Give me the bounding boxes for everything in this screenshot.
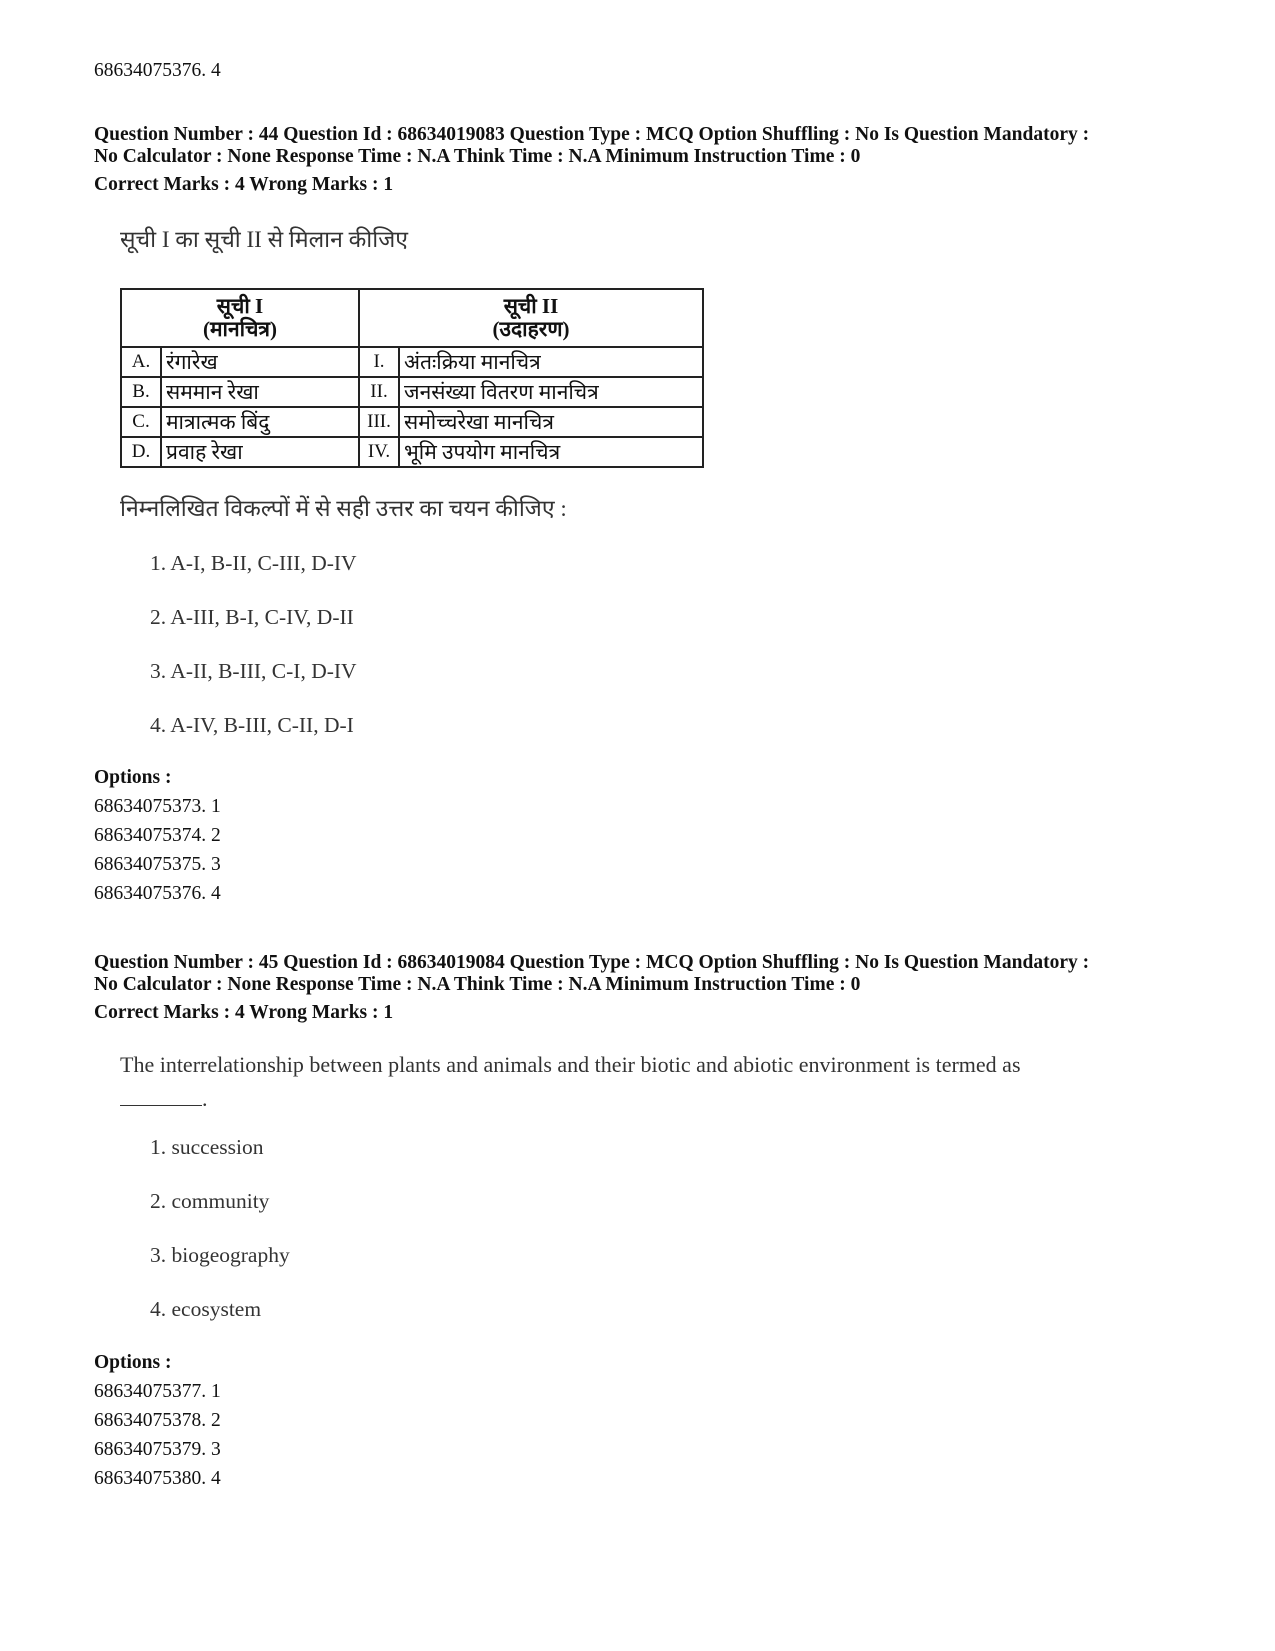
list1-header <box>121 289 359 347</box>
q44-option-4: 68634075376. 4 <box>94 883 221 904</box>
q44-meta-line2: No Calculator : None Response Time : N.A Think Time : N.A Minimum Instruction Time : 0 <box>94 146 861 167</box>
q45-meta-line1: Question Number : 45 Question Id : 68634019084 Question Type : MCQ Option Shuffling : No Is Question Mandatory : <box>94 952 1090 973</box>
list2-item: जनसंख्या वितरण मानचित्र <box>399 377 703 407</box>
q44-prompt: सूची I का सूची II से मिलान कीजिए <box>120 227 409 252</box>
q44-match-table <box>120 288 704 468</box>
q45-option-2: 68634075378. 2 <box>94 1410 221 1431</box>
q44-option-3: 68634075375. 3 <box>94 854 221 875</box>
row-label: D. <box>121 437 161 467</box>
row-label: IV. <box>359 437 399 467</box>
table-row <box>121 407 703 437</box>
q45-choice-3: 3. biogeography <box>150 1243 290 1267</box>
row-label: A. <box>121 347 161 377</box>
q45-option-4: 68634075380. 4 <box>94 1468 221 1489</box>
q45-choice-4: 4. ecosystem <box>150 1297 262 1321</box>
q44-choice-4: 4. A-IV, B-III, C-II, D-I <box>150 713 354 737</box>
list2-item: अंतःक्रिया मानचित्र <box>399 347 703 377</box>
q45-choice-1: 1. succession <box>150 1135 264 1159</box>
q44-choice-1: 1. A-I, B-II, C-III, D-IV <box>150 551 357 575</box>
list1-subtitle: (मानचित्र) <box>202 317 277 341</box>
q44-meta-line1: Question Number : 44 Question Id : 68634019083 Question Type : MCQ Option Shuffling : No Is Question Mandatory : <box>94 124 1090 145</box>
list1-item: प्रवाह रेखा <box>161 437 359 467</box>
table-row <box>121 347 703 377</box>
q44-options-label: Options : <box>94 767 172 788</box>
q45-prompt-text: The interrelationship between plants and animals and their biotic and abiotic environment is termed as <box>120 1052 1021 1077</box>
list2-subtitle: (उदाहरण) <box>492 317 570 341</box>
fill-in-blank <box>120 1083 202 1106</box>
q45-prompt-end: . <box>202 1086 208 1111</box>
q45-meta-line2: No Calculator : None Response Time : N.A Think Time : N.A Minimum Instruction Time : 0 <box>94 974 861 995</box>
list1-item: रंगारेख <box>161 347 359 377</box>
row-label: II. <box>359 377 399 407</box>
q45-options-label: Options : <box>94 1352 172 1373</box>
q45-option-3: 68634075379. 3 <box>94 1439 221 1460</box>
table-row <box>121 437 703 467</box>
row-label: C. <box>121 407 161 437</box>
list2-item: भूमि उपयोग मानचित्र <box>399 437 703 467</box>
list1-item: मात्रात्मक बिंदु <box>161 407 359 437</box>
q45-prompt <box>120 1048 1130 1116</box>
row-label: I. <box>359 347 399 377</box>
row-label: III. <box>359 407 399 437</box>
table-row <box>121 377 703 407</box>
q45-option-1: 68634075377. 1 <box>94 1381 221 1402</box>
list1-item: सममान रेखा <box>161 377 359 407</box>
q44-option-2: 68634075374. 2 <box>94 825 221 846</box>
previous-option-line: 68634075376. 4 <box>94 60 221 81</box>
q45-marks: Correct Marks : 4 Wrong Marks : 1 <box>94 1002 394 1023</box>
q44-choice-2: 2. A-III, B-I, C-IV, D-II <box>150 605 354 629</box>
q44-instruction: निम्नलिखित विकल्पों में से सही उत्तर का चयन कीजिए : <box>120 496 567 521</box>
q44-option-1: 68634075373. 1 <box>94 796 221 817</box>
list2-item: समोच्चरेखा मानचित्र <box>399 407 703 437</box>
q44-marks: Correct Marks : 4 Wrong Marks : 1 <box>94 174 394 195</box>
row-label: B. <box>121 377 161 407</box>
list1-title: सूची I <box>216 294 264 318</box>
q45-choice-2: 2. community <box>150 1189 270 1213</box>
list2-header <box>359 289 703 347</box>
q44-choice-3: 3. A-II, B-III, C-I, D-IV <box>150 659 357 683</box>
list2-title: सूची II <box>503 294 559 318</box>
